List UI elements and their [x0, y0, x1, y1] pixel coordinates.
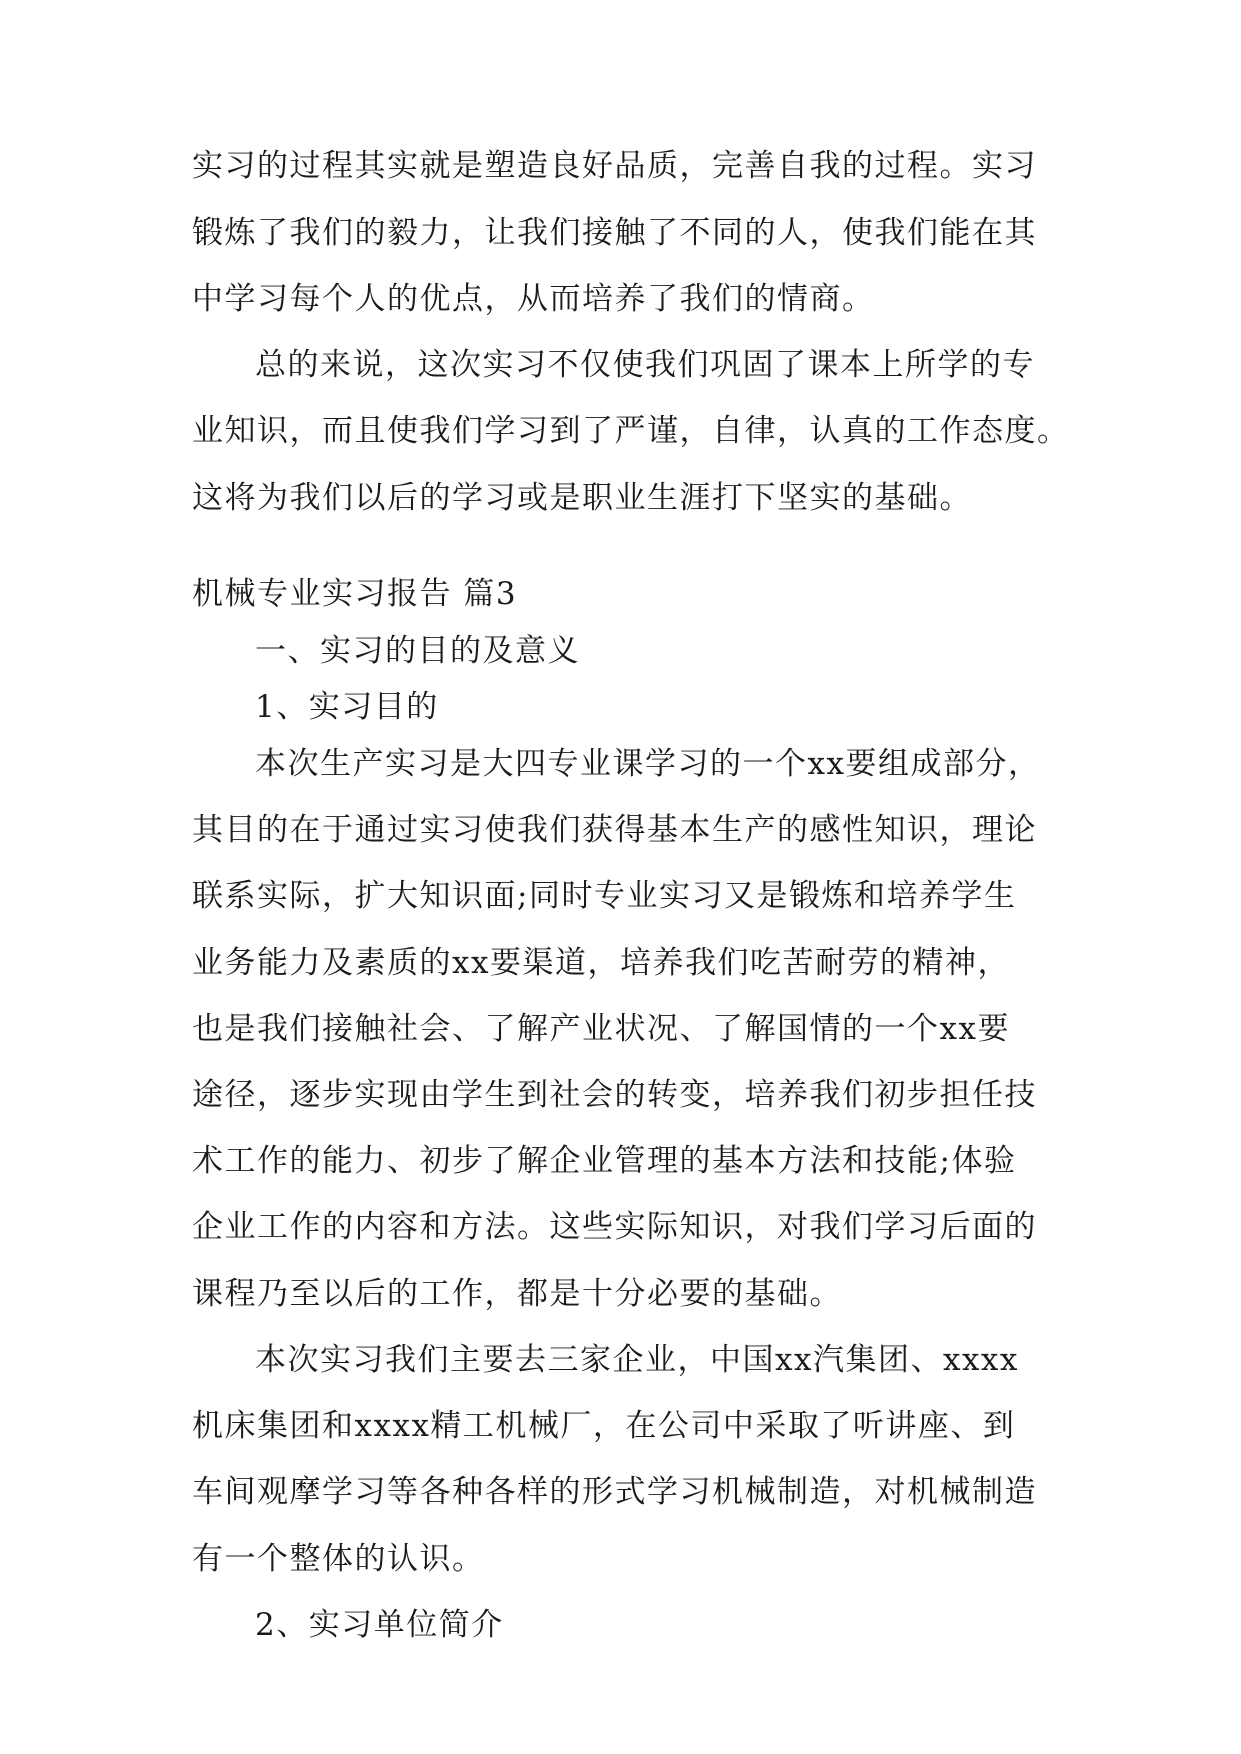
subsection-heading: 1、实习目的 — [255, 689, 439, 725]
text-line: 联系实际，扩大知识面;同时专业实习又是锻炼和培养学生 — [192, 878, 1017, 914]
text-line: 车间观摩学习等各种各样的形式学习机械制造，对机械制造 — [192, 1474, 1037, 1510]
text-line: 本次实习我们主要去三家企业，中国xx汽集团、xxxx — [255, 1342, 1019, 1378]
text-line: 企业工作的内容和方法。这些实际知识，对我们学习后面的 — [192, 1209, 1037, 1245]
text-line: 锻炼了我们的毅力，让我们接触了不同的人，使我们能在其 — [192, 215, 1037, 251]
text-line: 中学习每个人的优点，从而培养了我们的情商。 — [192, 281, 875, 317]
text-line: 术工作的能力、初步了解企业管理的基本方法和技能;体验 — [192, 1143, 1017, 1179]
text-line: 业知识，而且使我们学习到了严谨，自律，认真的工作态度。 — [192, 413, 1070, 449]
text-line: 实习的过程其实就是塑造良好品质，完善自我的过程。实习 — [192, 148, 1037, 184]
text-line: 总的来说，这次实习不仅使我们巩固了课本上所学的专 — [255, 347, 1035, 383]
section-heading: 机械专业实习报告 篇3 — [192, 576, 518, 612]
text-line: 本次生产实习是大四专业课学习的一个xx要组成部分， — [255, 746, 1041, 782]
subsection-heading: 一、实习的目的及意义 — [255, 633, 580, 669]
text-line: 机床集团和xxxx精工机械厂，在公司中采取了听讲座、到 — [192, 1408, 1016, 1444]
text-line: 这将为我们以后的学习或是职业生涯打下坚实的基础。 — [192, 480, 972, 516]
text-line: 课程乃至以后的工作，都是十分必要的基础。 — [192, 1276, 842, 1312]
text-line: 其目的在于通过实习使我们获得基本生产的感性知识，理论 — [192, 812, 1037, 848]
text-line: 途径，逐步实现由学生到社会的转变，培养我们初步担任技 — [192, 1077, 1037, 1113]
text-line: 业务能力及素质的xx要渠道，培养我们吃苦耐劳的精神， — [192, 945, 1010, 981]
subsection-heading: 2、实习单位简介 — [255, 1607, 504, 1643]
text-line: 也是我们接触社会、了解产业状况、了解国情的一个xx要 — [192, 1011, 1010, 1047]
text-line: 有一个整体的认识。 — [192, 1541, 485, 1577]
